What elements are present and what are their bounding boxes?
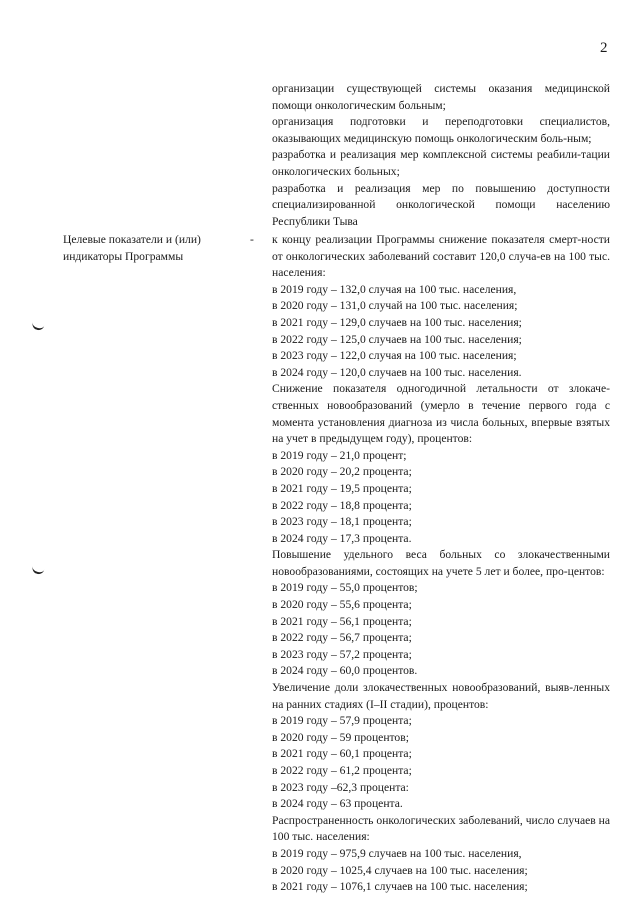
indicator-item: в 2021 году – 1076,1 случаев на 100 тыс. населения;	[272, 880, 528, 894]
indicator-item: в 2023 году – 57,2 процента;	[272, 647, 412, 661]
indicator-item: в 2020 году – 20,2 процента;	[272, 465, 412, 479]
indicator-paragraph: Распространенность онкологических заболеваний, число случаев на 100 тыс. населения:	[272, 813, 610, 844]
section-dash: -	[250, 233, 254, 246]
indicator-item: в 2021 году – 129,0 случаев на 100 тыс. населения;	[272, 315, 522, 329]
section-label: Целевые показатели и (или) индикаторы Программы	[63, 233, 201, 263]
indicator-item: в 2024 году – 120,0 случаев на 100 тыс. населения.	[272, 365, 522, 379]
indicator-item: в 2022 году – 56,7 процента;	[272, 631, 412, 645]
indicator-item: в 2019 году – 132,0 случая на 100 тыс. населения,	[272, 282, 517, 296]
indicator-item: в 2021 году – 60,1 процента;	[272, 747, 412, 761]
task-item: разработка и реализация мер по повышению доступности специализированной онкологической помощи населению Республики Тыва	[272, 181, 610, 228]
indicators-block	[272, 232, 610, 896]
task-item: организация подготовки и переподготовки специалистов, оказывающих медицинскую помощь онкологическим боль-ным;	[272, 115, 610, 145]
indicator-item: в 2023 году –62,3 процента:	[272, 780, 409, 794]
indicator-item: в 2024 году – 60,0 процентов.	[272, 664, 418, 678]
indicator-item: в 2022 году – 18,8 процента;	[272, 498, 412, 512]
indicator-item: в 2022 году – 61,2 процента;	[272, 764, 412, 777]
indicator-item: в 2019 году – 21,0 процент;	[272, 448, 407, 462]
page-number: 2	[600, 40, 608, 56]
indicator-item: в 2020 году – 55,6 процента;	[272, 598, 412, 612]
indicator-item: в 2019 году – 975,9 случаев на 100 тыс. населения,	[272, 846, 522, 860]
indicator-item: в 2019 году – 57,9 процента;	[272, 714, 412, 728]
tasks-block	[272, 81, 610, 230]
indicator-item: в 2020 году – 59 процентов;	[272, 730, 409, 744]
indicator-item: в 2022 году – 125,0 случаев на 100 тыс. населения;	[272, 332, 522, 346]
indicator-item: в 2023 году – 18,1 процента;	[272, 515, 412, 529]
indicator-item: в 2023 году – 122,0 случая на 100 тыс. населения;	[272, 349, 517, 363]
indicator-item: в 2021 году – 19,5 процента;	[272, 481, 412, 495]
binding-mark	[31, 321, 45, 332]
task-item: организации существующей системы оказания медицинской помощи онкологическим больным;	[272, 82, 610, 112]
indicator-item: в 2019 году – 55,0 процентов;	[272, 581, 418, 595]
indicator-item: в 2021 году – 56,1 процента;	[272, 614, 412, 628]
indicator-item: в 2020 году – 1025,4 случаев на 100 тыс. населения;	[272, 863, 528, 877]
indicator-paragraph: Снижение показателя одногодичной летальности от злокаче-ственных новообразований (умерло в течение первого года с момента установления диагноза из числа больных, впервые взятых на учет в предыдущем году), процентов:	[272, 382, 610, 446]
indicator-paragraph: Увеличение доли злокачественных новообразований, выяв-ленных на ранних стадиях (I–II стадии), процентов:	[272, 681, 610, 711]
binding-mark	[31, 565, 45, 576]
indicator-item: в 2024 году – 63 процента.	[272, 797, 403, 811]
indicator-item: в 2020 году – 131,0 случай на 100 тыс. населения;	[272, 299, 518, 313]
task-item: разработка и реализация мер комплексной системы реабили-тации онкологических больных;	[272, 148, 610, 178]
indicator-item: в 2024 году – 17,3 процента.	[272, 531, 412, 545]
indicator-paragraph: Повышение удельного веса больных со злокачественными новообразованиями, состоящих на учете 5 лет и более, про-центов:	[272, 548, 610, 578]
indicator-paragraph: к концу реализации Программы снижение показателя смерт-ности от онкологических заболеваний составит 120,0 случа-ев на 100 тыс. населения:	[272, 233, 610, 280]
